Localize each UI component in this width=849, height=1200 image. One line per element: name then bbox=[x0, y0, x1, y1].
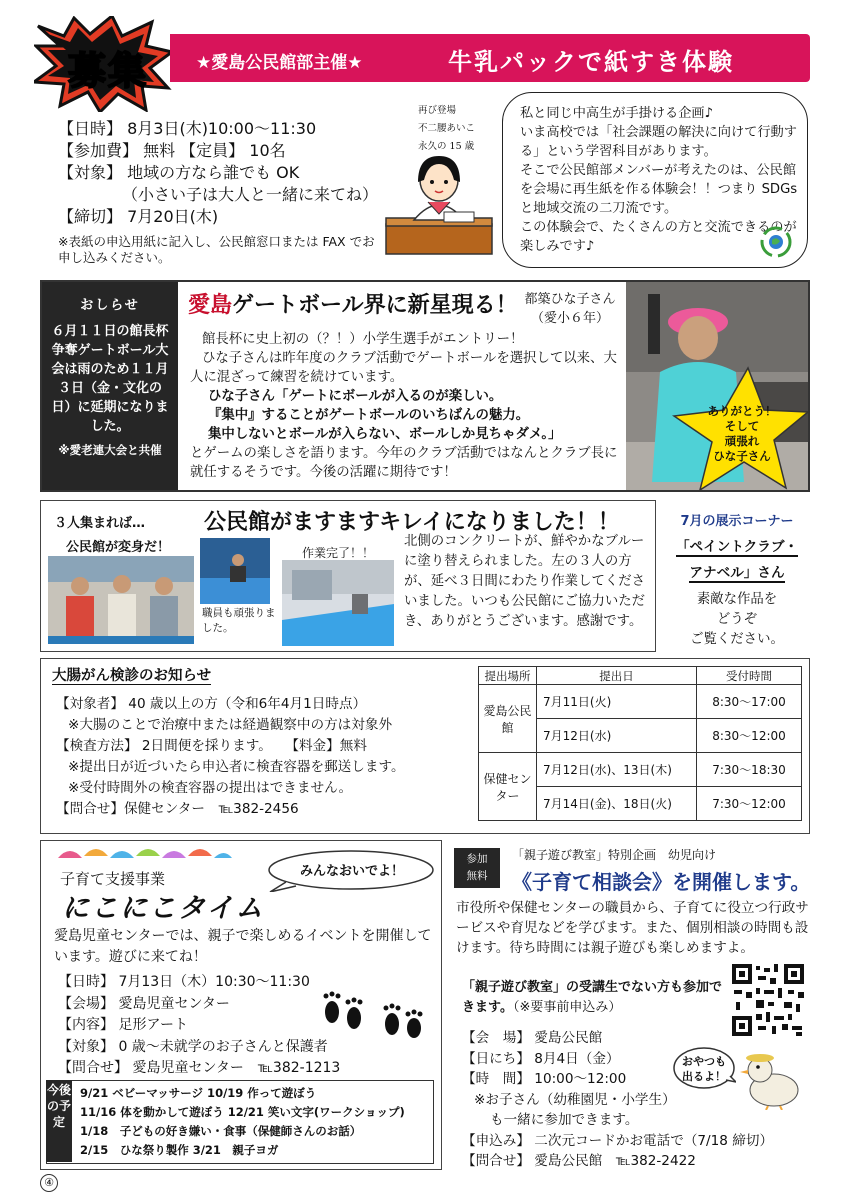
table-row: 保健センター 7月12日(水)、13日(木) 7:30～18:30 bbox=[479, 753, 802, 787]
kosodate-desc: 市役所や保健センターの職員から、子育てに役立つ行政サービスや育児などを学びます。また、個別相談の時間も設けます。待ち時間には親子遊びも楽しめますよ。 bbox=[456, 900, 809, 956]
duck-illustration bbox=[738, 1050, 804, 1110]
gateball-person: 都築ひな子さん （愛小６年） bbox=[524, 292, 616, 326]
exhibit-title: 7月の展示コーナー bbox=[680, 514, 794, 529]
notice-title: おしらせ bbox=[80, 298, 140, 313]
schedule-label: 今後の予定 bbox=[46, 1080, 72, 1162]
volunteers-photo bbox=[48, 556, 194, 644]
recruit-info bbox=[58, 118, 388, 228]
clean-body: 北側のコンクリートが、鮮やかなブルーに塗り替えられました。左の３人の方が、延べ３日間にわたり作業してくださいました。いつも公民館にご協力いただき、ありがとうございます。感謝です。 bbox=[404, 534, 646, 629]
character-label: 再び登場 不二腰あいこ 永久の 15 歳 bbox=[418, 105, 476, 152]
recruit-badge-text: 募集 bbox=[67, 49, 148, 93]
student-illustration bbox=[384, 150, 494, 256]
kosodate-eligibility: 「親子遊び教室」の受講生でない方も参加できます。（※要事前申込み） bbox=[462, 980, 723, 1015]
nikoniko-kicker: 子育て支援事業 bbox=[60, 870, 166, 888]
page-number: ④ bbox=[40, 1174, 58, 1192]
nikoniko-desc: 愛島児童センターでは、親子で楽しめるイベントを開催しています。遊びに来てね！ bbox=[54, 928, 432, 965]
recruit-title: 牛乳パックで紙すき体験 bbox=[448, 48, 734, 76]
recruit-fee: 【参加費】 無料 【定員】 10名 bbox=[58, 141, 286, 160]
free-tag: 参加 無料 bbox=[454, 848, 500, 888]
table-row: 7月14日(金)、18日(火) 7:30～12:00 bbox=[479, 787, 802, 821]
table-row: 愛島公民館 7月11日(火) 8:30～17:00 bbox=[479, 685, 802, 719]
exhibit-name: 「ペイントクラブ・ アナベル」さん bbox=[675, 539, 799, 581]
list-item: 2/15 ひな祭り製作 3/21 親子ヨガ bbox=[80, 1143, 279, 1157]
recruit-deadline: 【締切】 7月20日(木) bbox=[58, 207, 219, 226]
schedule-list bbox=[80, 1084, 432, 1160]
recruit-apply-note: ※表紙の申込用紙に記入し、公民館窓口または FAX でお申し込みください。 bbox=[58, 234, 375, 265]
cancer-body: 【対象者】 40 歳以上の方（令和6年4月1日時点） ※大腸のことで治療中または経過観察中の方は対象外 【検査方法】 2日間便を採ります。 【料金】無料 ※提出日が近づいたら申込者に検査容器を郵送します。 ※受付時間外の検査容器の提出はできません。 【問合せ】保健センター ℡382-2456 bbox=[56, 696, 405, 817]
exhibit-body: 素敵な作品を どうぞ ご覧ください。 bbox=[690, 592, 784, 647]
painting-photo bbox=[200, 538, 270, 604]
clean-title: 公民館がますますキレイになりました！！ bbox=[204, 510, 620, 535]
notice-sub: ※愛老連大会と共催 bbox=[58, 443, 162, 457]
qr-code-icon[interactable] bbox=[730, 962, 806, 1038]
speech-text: 私と同じ中高生が手掛ける企画♪ いま高校では「社会課題の解決に向けて行動する」という学習科目があります。 そこで公民館部メンバーが考えたのは、公民館を会場に再生紙を作る体験会！！つまり SDGsと地域交流の二刀流です。 この体験会で、たくさんの方と交流できるのが楽しみです♪ bbox=[520, 106, 798, 254]
kosodate-title: 《子育て相談会》を開催します。 bbox=[512, 870, 811, 894]
nikoniko-info: 【日時】 7月13日（木）10:30～11:30 【会場】 愛島児童センター 【内容】 足形アート 【対象】 0 歳～未就学のお子さんと保護者 【問合せ】 愛島児童センター ℡382-1213 bbox=[58, 974, 341, 1076]
table-header-row: 提出場所 提出日 受付時間 bbox=[479, 667, 802, 685]
recruit-target-note: （小さい子は大人と一緒に来てね） bbox=[122, 185, 379, 204]
kosodate-info: 【会 場】 愛島公民館 【日にち】 8月4日（金） 【時 間】 10:00～12:00 ※お子さん（幼稚園児・小学生） も一緒に参加できます。 【申込み】 二次元コードかお電話で（7/18 締切） 【問合せ】 愛島公民館 ℡382-2422 bbox=[462, 1030, 774, 1169]
list-item: 11/16 体を動かして遊ぼう 12/21 笑い文字(ワークショップ) bbox=[80, 1105, 405, 1119]
table-row: 7月12日(水) 8:30～12:00 bbox=[479, 719, 802, 753]
kosodate-kicker: 「親子遊び教室」特別企画 幼児向け bbox=[512, 848, 717, 862]
gateball-body: 館長杯に史上初の（？！）小学生選手がエントリー！ ひな子さんは昨年度のクラブ活動でゲートボールを選択して以来、大人に混ざって練習を続けています。 ひな子さん「ゲートにボールが入るのが楽しい。 『集中』することがゲートボールのいちばんの魅力。 集中しないとボールが入らない、ボールしか見ちゃダメ。」 とゲームの楽しさを語ります。今年のクラブ活動ではなんとクラブ長に就任するそうです。今後の活躍に期待です！ bbox=[190, 332, 618, 480]
cancer-schedule-table bbox=[478, 666, 802, 821]
footprint-icon bbox=[318, 990, 428, 1040]
list-item: 9/21 ベビーマッサージ 10/19 作って遊ぼう bbox=[80, 1086, 317, 1100]
invite-bubble-text: みんなおいでよ！ bbox=[299, 864, 404, 879]
umbrella-decoration bbox=[54, 844, 234, 868]
recruit-target: 【対象】 地域の方なら誰でも OK bbox=[58, 163, 300, 182]
clean-caption-2: 作業完了！！ bbox=[302, 546, 375, 560]
nikoniko-title: にこにこタイム bbox=[62, 893, 265, 924]
snack-bubble-text: おやつも 出るよ！ bbox=[682, 1055, 726, 1083]
recruit-organizer: ★愛島公民館部主催★ bbox=[196, 53, 363, 73]
recycle-icon bbox=[760, 226, 792, 258]
recruit-date: 【日時】 8月3日(木)10:00～11:30 bbox=[58, 119, 317, 138]
list-item: 1/18 子どもの好き嫌い・食事（保健師さんのお話） bbox=[80, 1124, 362, 1138]
clean-kicker: ３人集まれば… bbox=[54, 516, 146, 531]
gateball-title: 愛島ゲートボール界に新星現る！ bbox=[188, 293, 518, 318]
clean-caption-1: 公民館が変身だ！ bbox=[66, 540, 171, 555]
finished-photo bbox=[282, 560, 394, 646]
notice-body: ６月１１日の館長杯争奪ゲートボール大会は雨のため１１月３日（金・文化の日）に延期になりました。 bbox=[51, 324, 169, 434]
cheer-star-text: ありがとう！ そして 頑張れ ひな子さん bbox=[707, 404, 777, 463]
cancer-title: 大腸がん検診のお知らせ bbox=[52, 668, 212, 684]
clean-staff-note: 職員も頑張りました。 bbox=[202, 607, 276, 634]
